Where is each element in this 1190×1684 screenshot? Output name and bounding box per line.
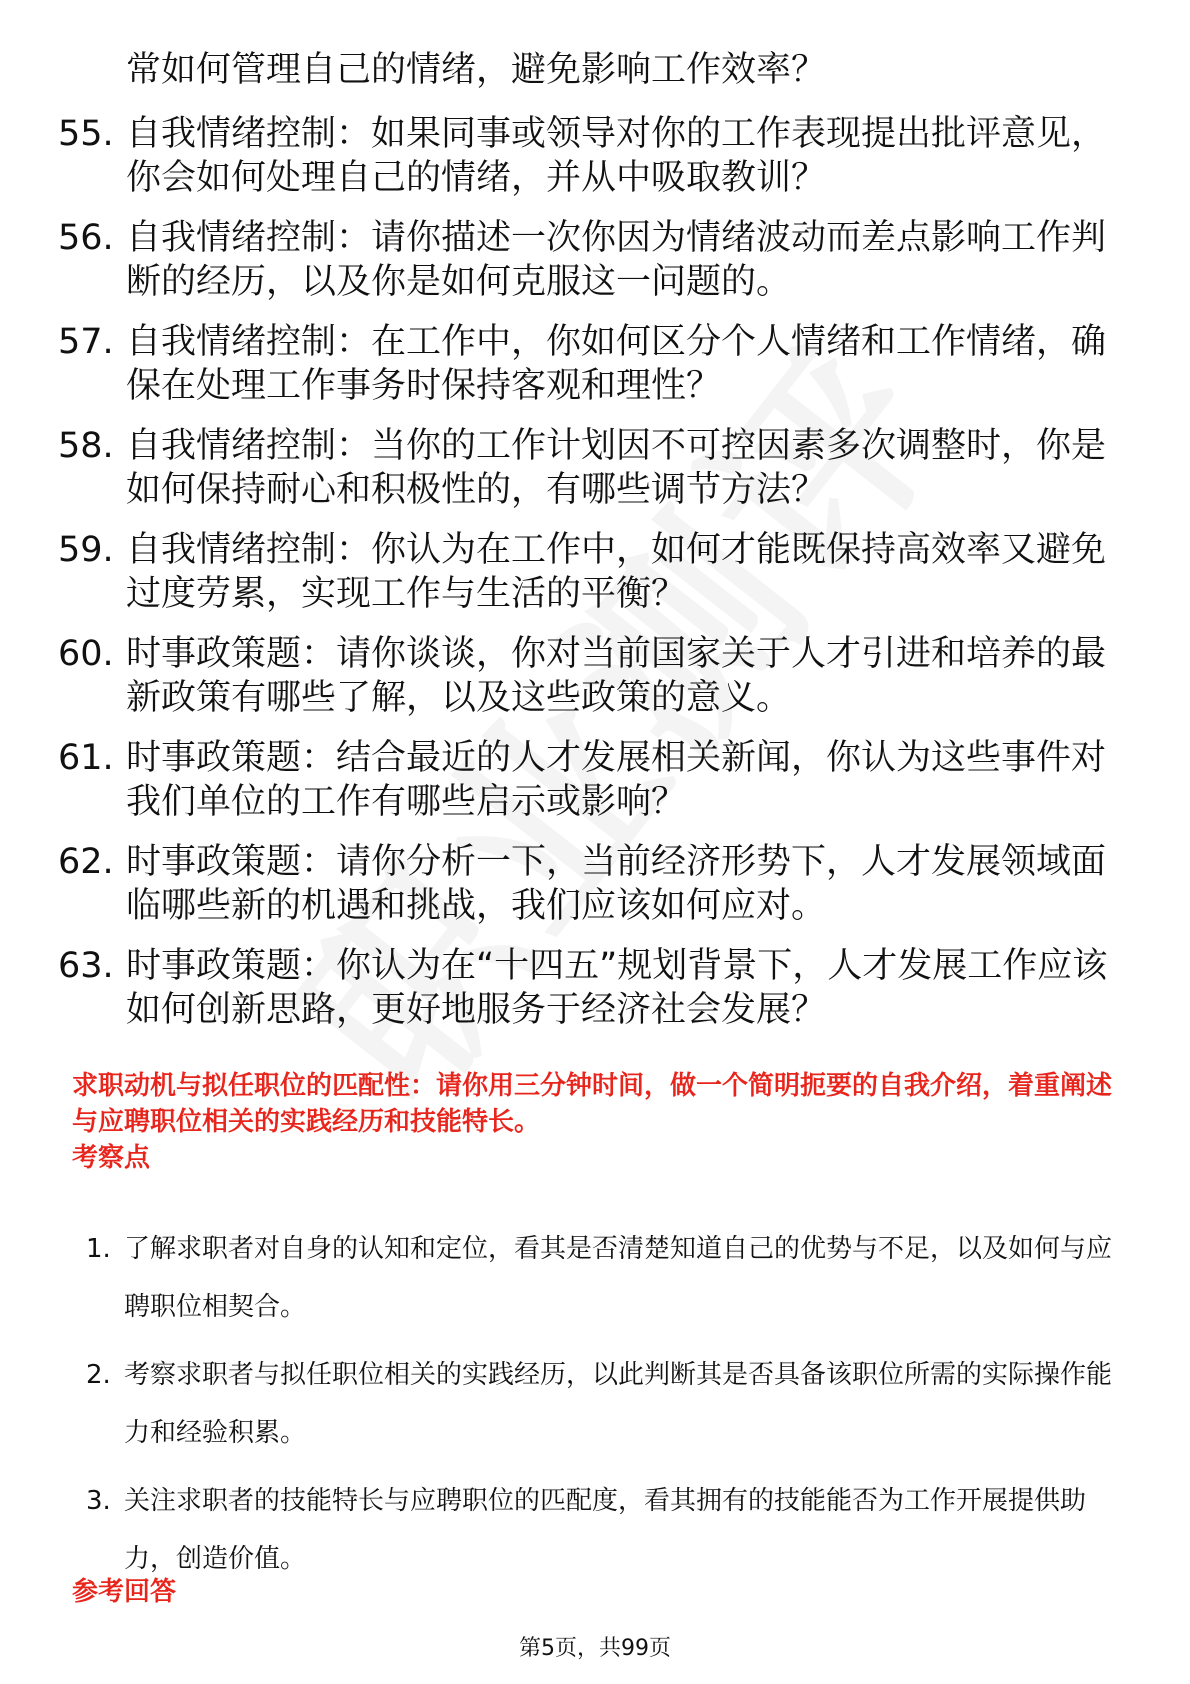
question-item (0, 628, 1190, 732)
exam-point-item (0, 1220, 1190, 1346)
reference-answer-title: 参考回答 (72, 1577, 177, 1607)
question-text: 时事政策题：结合最近的人才发展相关新闻，你认为这些事件对我们单位的工作有哪些启示或影响？ (126, 738, 1107, 822)
question-item (0, 420, 1190, 524)
exam-point-text: 关注求职者的技能特长与应聘职位的匹配度，看其拥有的技能能否为工作开展提供助力，创造价值。 (124, 1486, 1087, 1574)
question-text: 自我情绪控制：当你的工作计划因不可控因素多次调整时，你是如何保持耐心和积极性的，有哪些调节方法？ (126, 426, 1107, 510)
featured-question-heading: 求职动机与拟任职位的匹配性：请你用三分钟时间，做一个简明扼要的自我介绍，着重阐述与应聘职位相关的实践经历和技能特长。 (72, 1071, 1113, 1137)
question-number: 59. (58, 530, 114, 570)
exam-point-number: 2. (86, 1360, 111, 1390)
question-text: 自我情绪控制：在工作中，你如何区分个人情绪和工作情绪，确保在处理工作事务时保持客观和理性？ (126, 322, 1107, 406)
exam-point-item (0, 1472, 1190, 1598)
question-number: 58. (58, 426, 114, 466)
question-item (0, 108, 1190, 212)
question-text: 时事政策题：你认为在“十四五”规划背景下，人才发展工作应该如何创新思路，更好地服务于经济社会发展？ (126, 946, 1108, 1030)
question-text: 自我情绪控制：如果同事或领导对你的工作表现提出批评意见，你会如何处理自己的情绪，并从中吸取教训？ (126, 114, 1107, 198)
question-number: 55. (58, 114, 114, 154)
page-number-footer: 第5页，共99页 (519, 1636, 671, 1661)
question-number: 56. (58, 218, 114, 258)
question-item (0, 940, 1190, 1044)
question-number: 62. (58, 842, 114, 882)
question-text: 自我情绪控制：你认为在工作中，如何才能既保持高效率又避免过度劳累，实现工作与生活的平衡？ (126, 530, 1107, 614)
question-number: 63. (58, 946, 114, 986)
question-text: 时事政策题：请你谈谈，你对当前国家关于人才引进和培养的最新政策有哪些了解，以及这些政策的意义。 (126, 634, 1107, 718)
question-text: 时事政策题：请你分析一下，当前经济形势下，人才发展领域面临哪些新的机遇和挑战，我们应该如何应对。 (126, 842, 1107, 926)
exam-point-number: 1. (86, 1234, 111, 1264)
question-number: 61. (58, 738, 114, 778)
question-item (0, 836, 1190, 940)
exam-point-number: 3. (86, 1486, 111, 1516)
question-number: 57. (58, 322, 114, 362)
exam-points-list (0, 1220, 1190, 1598)
question-item (0, 524, 1190, 628)
question-item (0, 212, 1190, 316)
question-number: 60. (58, 634, 114, 674)
exam-point-text: 考察求职者与拟任职位相关的实践经历，以此判断其是否具备该职位所需的实际操作能力和经验积累。 (124, 1360, 1113, 1448)
exam-point-text: 了解求职者对自身的认知和定位，看其是否清楚知道自己的优势与不足，以及如何与应聘职位相契合。 (124, 1234, 1113, 1322)
question-list (0, 108, 1190, 1044)
question-item (0, 732, 1190, 836)
question-item (0, 316, 1190, 420)
question-54-continuation: 常如何管理自己的情绪，避免影响工作效率？ (126, 50, 827, 90)
question-text: 自我情绪控制：请你描述一次你因为情绪波动而差点影响工作判断的经历，以及你是如何克服这一问题的。 (126, 218, 1107, 302)
exam-point-item (0, 1346, 1190, 1472)
exam-points-title: 考察点 (72, 1143, 151, 1173)
